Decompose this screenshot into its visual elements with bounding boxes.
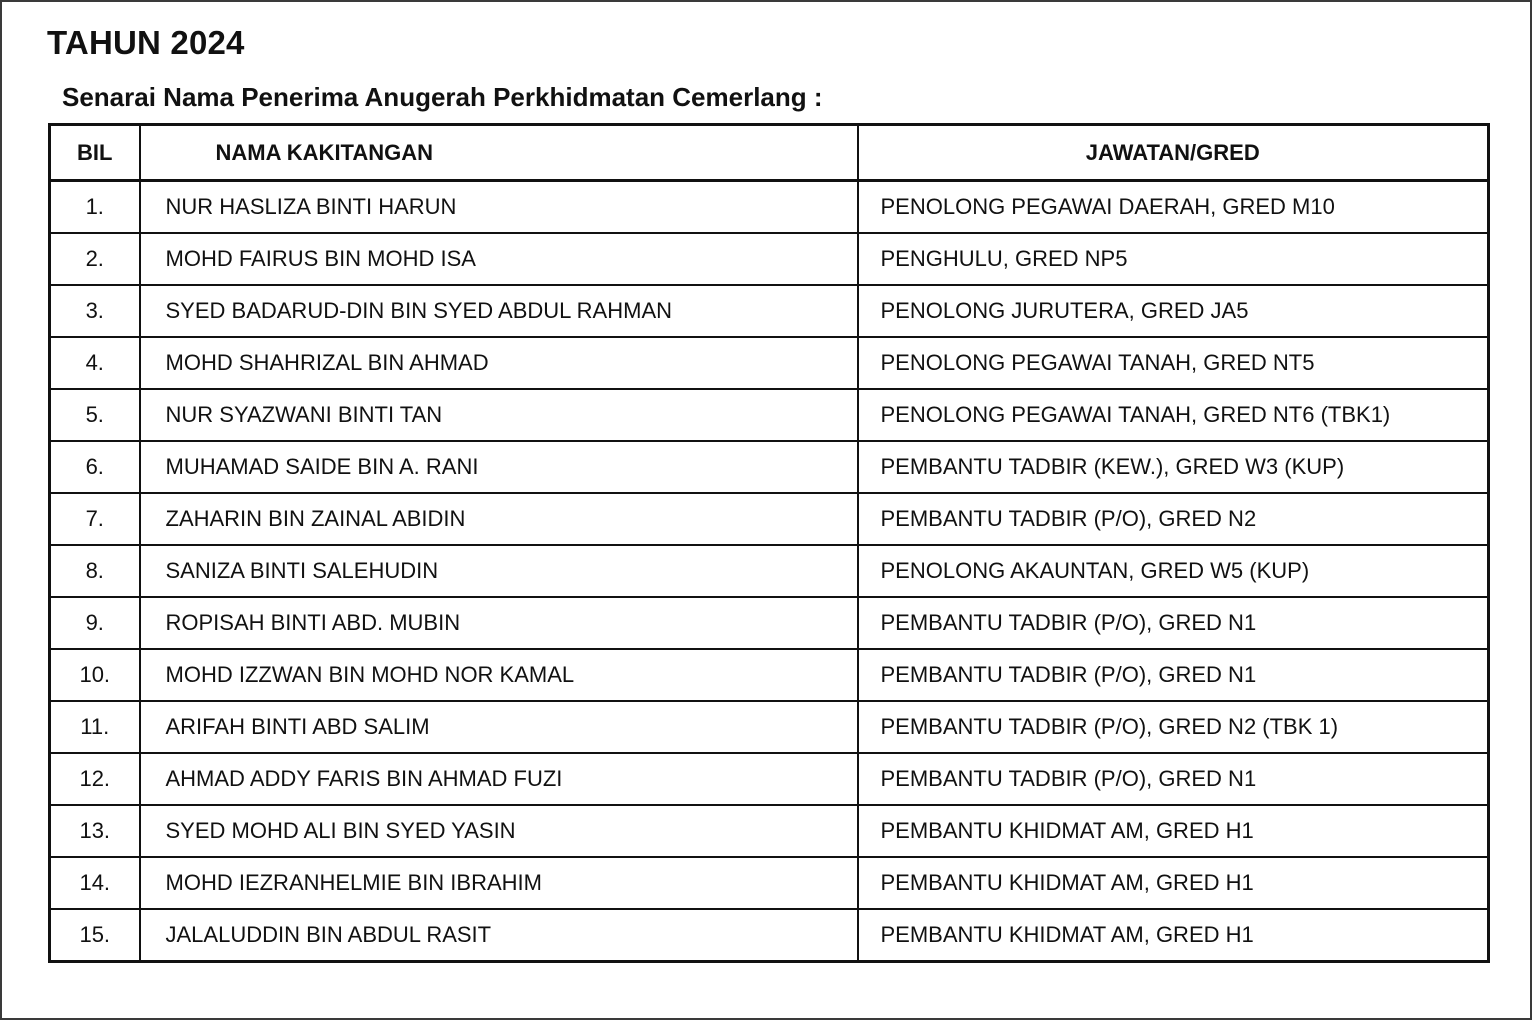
table-row xyxy=(50,857,1489,909)
cell-position: PEMBANTU TADBIR (P/O), GRED N1 xyxy=(858,597,1489,649)
cell-position: PEMBANTU TADBIR (P/O), GRED N1 xyxy=(858,649,1489,701)
table-row xyxy=(50,337,1489,389)
cell-bil: 4. xyxy=(50,337,140,389)
cell-position: PENOLONG PEGAWAI DAERAH, GRED M10 xyxy=(858,181,1489,234)
cell-name: MOHD IEZRANHELMIE BIN IBRAHIM xyxy=(140,857,858,909)
table-row xyxy=(50,701,1489,753)
table-header-row xyxy=(50,125,1489,181)
cell-bil: 15. xyxy=(50,909,140,962)
cell-name: MOHD SHAHRIZAL BIN AHMAD xyxy=(140,337,858,389)
column-header-bil: BIL xyxy=(50,125,140,181)
cell-position: PEMBANTU TADBIR (P/O), GRED N1 xyxy=(858,753,1489,805)
cell-name: MOHD IZZWAN BIN MOHD NOR KAMAL xyxy=(140,649,858,701)
cell-name: SYED MOHD ALI BIN SYED YASIN xyxy=(140,805,858,857)
cell-bil: 2. xyxy=(50,233,140,285)
cell-position: PEMBANTU TADBIR (KEW.), GRED W3 (KUP) xyxy=(858,441,1489,493)
cell-position: PEMBANTU TADBIR (P/O), GRED N2 xyxy=(858,493,1489,545)
cell-name: SYED BADARUD-DIN BIN SYED ABDUL RAHMAN xyxy=(140,285,858,337)
cell-position: PENOLONG PEGAWAI TANAH, GRED NT5 xyxy=(858,337,1489,389)
cell-position: PENOLONG JURUTERA, GRED JA5 xyxy=(858,285,1489,337)
column-header-name: NAMA KAKITANGAN xyxy=(140,125,858,181)
cell-bil: 11. xyxy=(50,701,140,753)
cell-name: JALALUDDIN BIN ABDUL RASIT xyxy=(140,909,858,962)
table-row xyxy=(50,233,1489,285)
cell-position: PEMBANTU KHIDMAT AM, GRED H1 xyxy=(858,805,1489,857)
cell-bil: 10. xyxy=(50,649,140,701)
cell-bil: 12. xyxy=(50,753,140,805)
table-row xyxy=(50,545,1489,597)
cell-position: PEMBANTU KHIDMAT AM, GRED H1 xyxy=(858,857,1489,909)
cell-name: SANIZA BINTI SALEHUDIN xyxy=(140,545,858,597)
cell-bil: 13. xyxy=(50,805,140,857)
table-row xyxy=(50,285,1489,337)
cell-name: ARIFAH BINTI ABD SALIM xyxy=(140,701,858,753)
cell-position: PENOLONG AKAUNTAN, GRED W5 (KUP) xyxy=(858,545,1489,597)
table-row xyxy=(50,181,1489,234)
table-row xyxy=(50,753,1489,805)
cell-bil: 14. xyxy=(50,857,140,909)
award-recipients-table xyxy=(48,123,1490,963)
table-row xyxy=(50,597,1489,649)
cell-name: AHMAD ADDY FARIS BIN AHMAD FUZI xyxy=(140,753,858,805)
cell-position: PENGHULU, GRED NP5 xyxy=(858,233,1489,285)
table-row xyxy=(50,389,1489,441)
cell-bil: 7. xyxy=(50,493,140,545)
cell-bil: 1. xyxy=(50,181,140,234)
cell-position: PEMBANTU KHIDMAT AM, GRED H1 xyxy=(858,909,1489,962)
cell-bil: 9. xyxy=(50,597,140,649)
table-row xyxy=(50,649,1489,701)
table-row xyxy=(50,493,1489,545)
cell-name: MUHAMAD SAIDE BIN A. RANI xyxy=(140,441,858,493)
cell-name: ROPISAH BINTI ABD. MUBIN xyxy=(140,597,858,649)
cell-bil: 3. xyxy=(50,285,140,337)
column-header-position: JAWATAN/GRED xyxy=(858,125,1489,181)
list-subtitle: Senarai Nama Penerima Anugerah Perkhidmatan Cemerlang : xyxy=(62,82,823,112)
cell-bil: 6. xyxy=(50,441,140,493)
cell-name: NUR HASLIZA BINTI HARUN xyxy=(140,181,858,234)
cell-position: PENOLONG PEGAWAI TANAH, GRED NT6 (TBK1) xyxy=(858,389,1489,441)
table-row xyxy=(50,441,1489,493)
cell-bil: 8. xyxy=(50,545,140,597)
table-row xyxy=(50,805,1489,857)
table-body xyxy=(50,181,1489,962)
page-title: TAHUN 2024 xyxy=(47,24,245,61)
table-row xyxy=(50,909,1489,962)
cell-bil: 5. xyxy=(50,389,140,441)
cell-name: ZAHARIN BIN ZAINAL ABIDIN xyxy=(140,493,858,545)
cell-name: NUR SYAZWANI BINTI TAN xyxy=(140,389,858,441)
cell-name: MOHD FAIRUS BIN MOHD ISA xyxy=(140,233,858,285)
cell-position: PEMBANTU TADBIR (P/O), GRED N2 (TBK 1) xyxy=(858,701,1489,753)
